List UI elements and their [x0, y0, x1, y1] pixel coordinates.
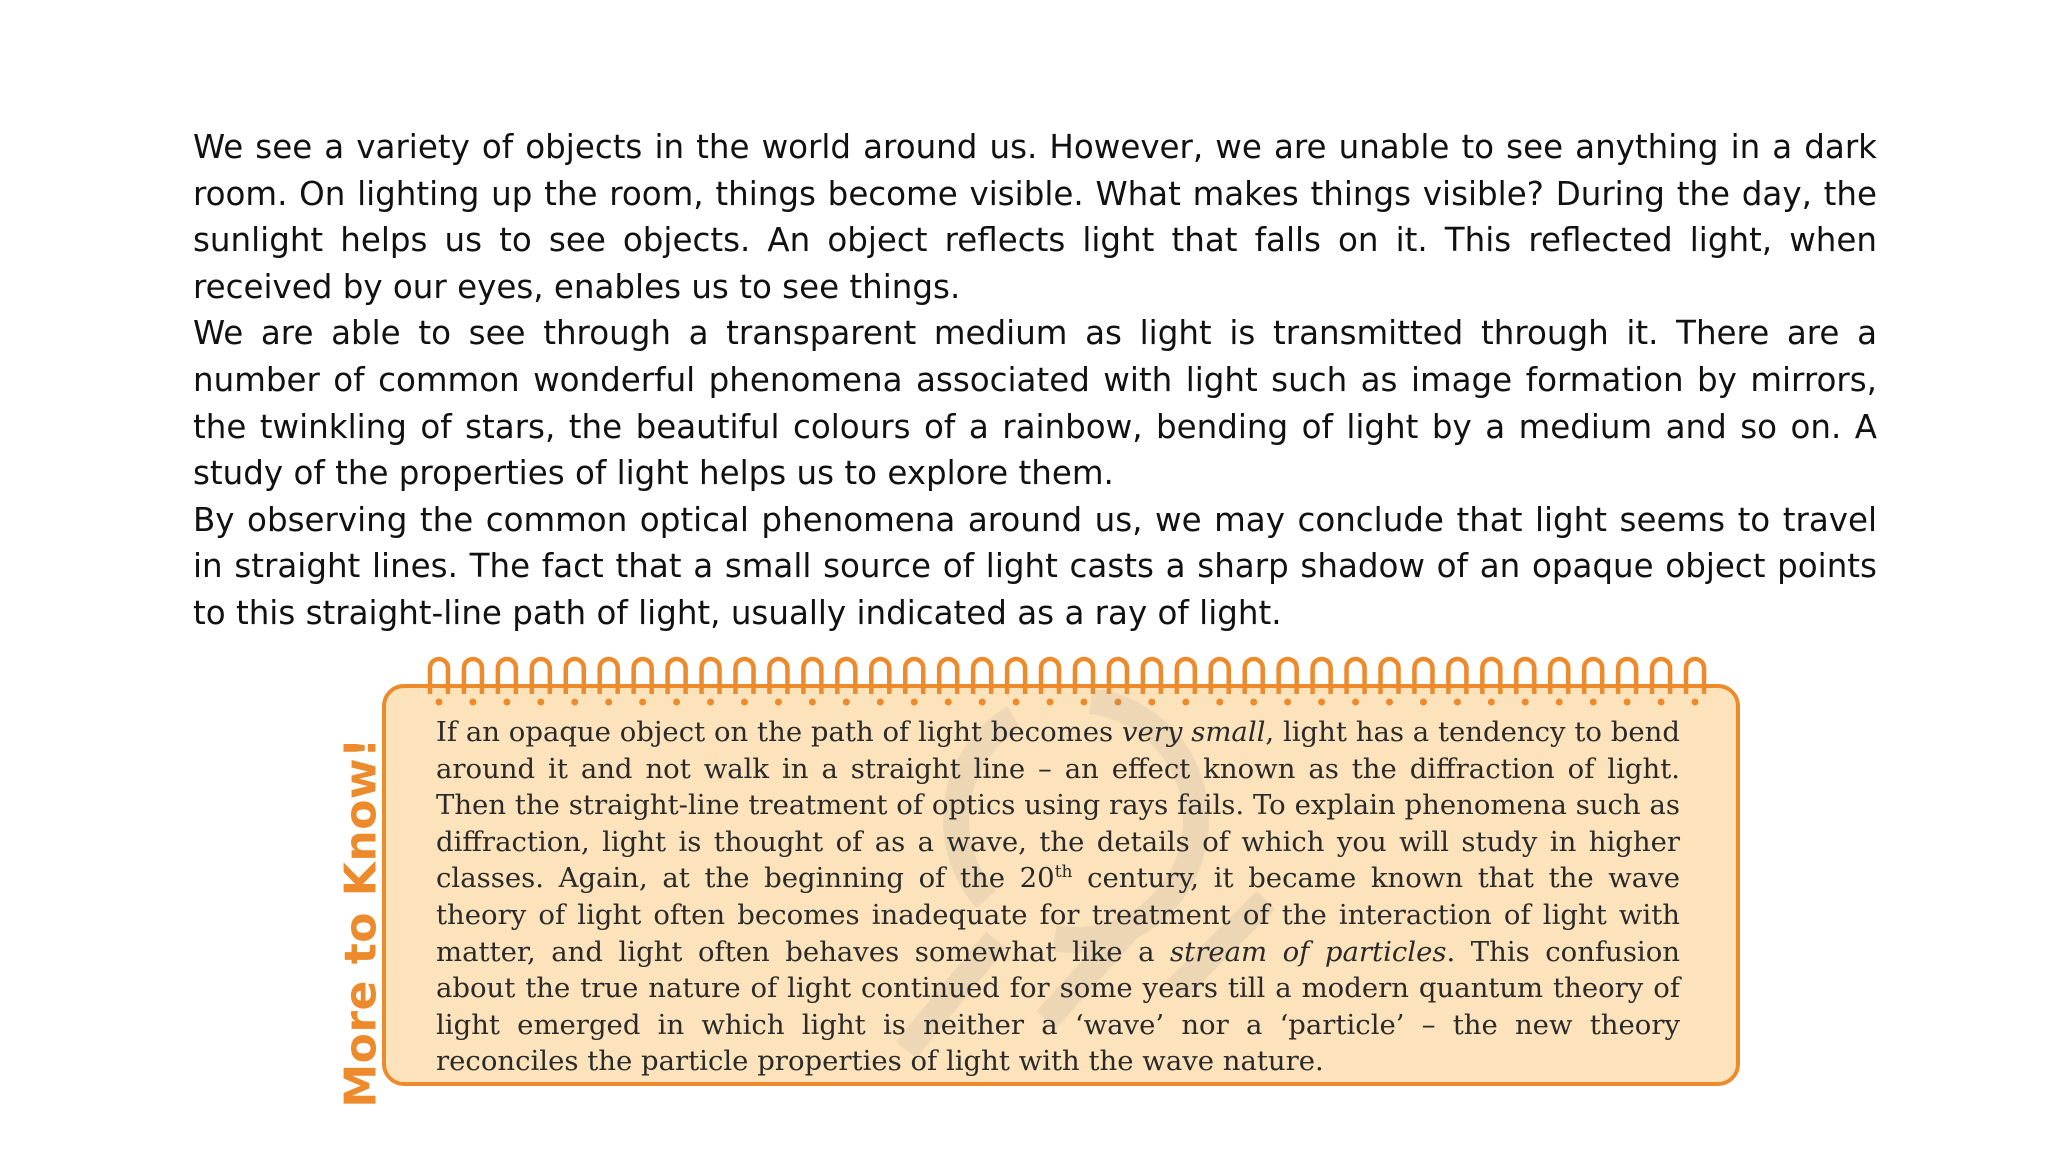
spiral-hole — [707, 699, 714, 706]
spiral-loop — [1211, 659, 1229, 694]
more-to-know-text — [436, 714, 1680, 1080]
paragraph-1 — [193, 124, 1877, 310]
spiral-loop — [939, 659, 957, 694]
know-text-part-1: If an opaque object on the path of light becomes — [436, 716, 1122, 748]
spiral-loop — [871, 659, 889, 694]
spiral-hole — [469, 699, 476, 706]
spiral-hole — [1386, 699, 1393, 706]
spiral-loop — [1516, 659, 1534, 694]
spiral-loop — [1550, 659, 1568, 694]
spiral-hole — [1658, 699, 1665, 706]
spiral-hole — [605, 699, 612, 706]
spiral-hole — [1624, 699, 1631, 706]
spiral-loop — [1041, 659, 1059, 694]
more-to-know-label-text: More to Know! — [335, 736, 387, 1108]
spiral-hole — [1556, 699, 1563, 706]
paragraph-3-text: By observing the common optical phenomena around us, we may conclude that light seems to travel in straight lines. The fact that a small source of light casts a sharp shadow of an opaque object points to this straight-line path of light, usually indicated as a ray of light. — [193, 500, 1877, 632]
spiral-loop — [1414, 659, 1432, 694]
spiral-loop — [1347, 659, 1365, 694]
spiral-loop — [634, 659, 652, 694]
spiral-hole — [979, 699, 986, 706]
spiral-loop — [1584, 659, 1602, 694]
spiral-loop — [1686, 659, 1704, 694]
spiral-loop — [905, 659, 923, 694]
spiral-loop — [1109, 659, 1127, 694]
spiral-hole — [1488, 699, 1495, 706]
spiral-loop — [973, 659, 991, 694]
spiral-hole — [1148, 699, 1155, 706]
spiral-hole — [1318, 699, 1325, 706]
spiral-hole — [1216, 699, 1223, 706]
spiral-loop — [430, 659, 448, 694]
spiral-loop — [1143, 659, 1161, 694]
spiral-hole — [911, 699, 918, 706]
spiral-hole — [1047, 699, 1054, 706]
spiral-loop — [1448, 659, 1466, 694]
spiral-hole — [1284, 699, 1291, 706]
spiral-hole — [503, 699, 510, 706]
spiral-hole — [843, 699, 850, 706]
know-superscript-th: th — [1054, 862, 1073, 883]
spiral-loop — [1381, 659, 1399, 694]
spiral-loop — [837, 659, 855, 694]
more-to-know-box — [326, 650, 1746, 1108]
spiral-hole — [1080, 699, 1087, 706]
spiral-hole — [775, 699, 782, 706]
know-emphasis-very-small: very small — [1121, 716, 1266, 748]
spiral-loop — [1313, 659, 1331, 694]
spiral-loop — [769, 659, 787, 694]
spiral-loop — [1652, 659, 1670, 694]
spiral-loop — [702, 659, 720, 694]
spiral-hole — [1454, 699, 1461, 706]
paragraph-2 — [193, 310, 1877, 496]
spiral-hole — [741, 699, 748, 706]
spiral-hole — [945, 699, 952, 706]
spiral-hole — [877, 699, 884, 706]
spiral-hole — [1420, 699, 1427, 706]
know-emphasis-stream-of-particles: stream of particles — [1170, 935, 1447, 968]
spiral-loop — [1177, 659, 1195, 694]
know-text-part-3: century, it became known that the wave theory of light often becomes inadequate for treatment of the interaction of light with matter, and light often behaves somewhat like a — [436, 862, 1680, 968]
spiral-loop — [600, 659, 618, 694]
spiral-loop — [1279, 659, 1297, 694]
paragraph-1-text: We see a variety of objects in the world around us. However, we are unable to see anything in a dark room. On lighting up the room, things become visible. What makes things visible? During the day, the sunlight helps us to see objects. An object reflects light that falls on it. This reflected light, when received by our eyes, enables us to see things. — [193, 128, 1877, 306]
spiral-hole — [1590, 699, 1597, 706]
paragraph-2-text: We are able to see through a transparent medium as light is transmitted through it. There are a number of common wonderful phenomena associated with light such as image formation by mirrors, the twinkling of stars, the beautiful colours of a rainbow, bending of light by a medium and so on. A study of the properties of light helps us to explore them. — [193, 314, 1877, 493]
paragraph-3 — [193, 497, 1877, 637]
spiral-hole — [1692, 699, 1699, 706]
spiral-hole — [809, 699, 816, 706]
spiral-loop — [736, 659, 754, 694]
spiral-binding-icon — [422, 650, 1712, 710]
spiral-hole — [1522, 699, 1529, 706]
spiral-hole — [1114, 699, 1121, 706]
spiral-hole — [571, 699, 578, 706]
spiral-loop — [498, 659, 516, 694]
spiral-loop — [532, 659, 550, 694]
spiral-loop — [1618, 659, 1636, 694]
more-to-know-label — [330, 736, 392, 1108]
spiral-loop — [464, 659, 482, 694]
spiral-loop — [566, 659, 584, 694]
spiral-hole — [1250, 699, 1257, 706]
spiral-loop — [1245, 659, 1263, 694]
know-text-part-2: , light has a tendency to bend around it and not walk in a straight line – an effect known as the diffraction of light. Then the straight-line treatment of optics using rays fails. To explain phenomena such as diffraction, light is thought of as a wave, the details of which you will study in higher classes. Again, at the beginning of the 20 — [436, 716, 1680, 895]
spiral-loop — [1482, 659, 1500, 694]
spiral-loop — [668, 659, 686, 694]
spiral-hole — [435, 699, 442, 706]
spiral-hole — [1013, 699, 1020, 706]
spiral-hole — [537, 699, 544, 706]
spiral-loop — [803, 659, 821, 694]
spiral-hole — [673, 699, 680, 706]
spiral-hole — [1182, 699, 1189, 706]
body-text — [193, 124, 1877, 637]
spiral-hole — [639, 699, 646, 706]
spiral-hole — [1352, 699, 1359, 706]
spiral-loop — [1007, 659, 1025, 694]
know-text-part-4: . This confusion about the true nature of light continued for some years till a modern quantum theory of light emerged in which light is neither a ‘wave’ nor a ‘particle’ – the new theory reconciles the particle properties of light with the wave nature. — [436, 935, 1681, 1078]
spiral-loop — [1075, 659, 1093, 694]
